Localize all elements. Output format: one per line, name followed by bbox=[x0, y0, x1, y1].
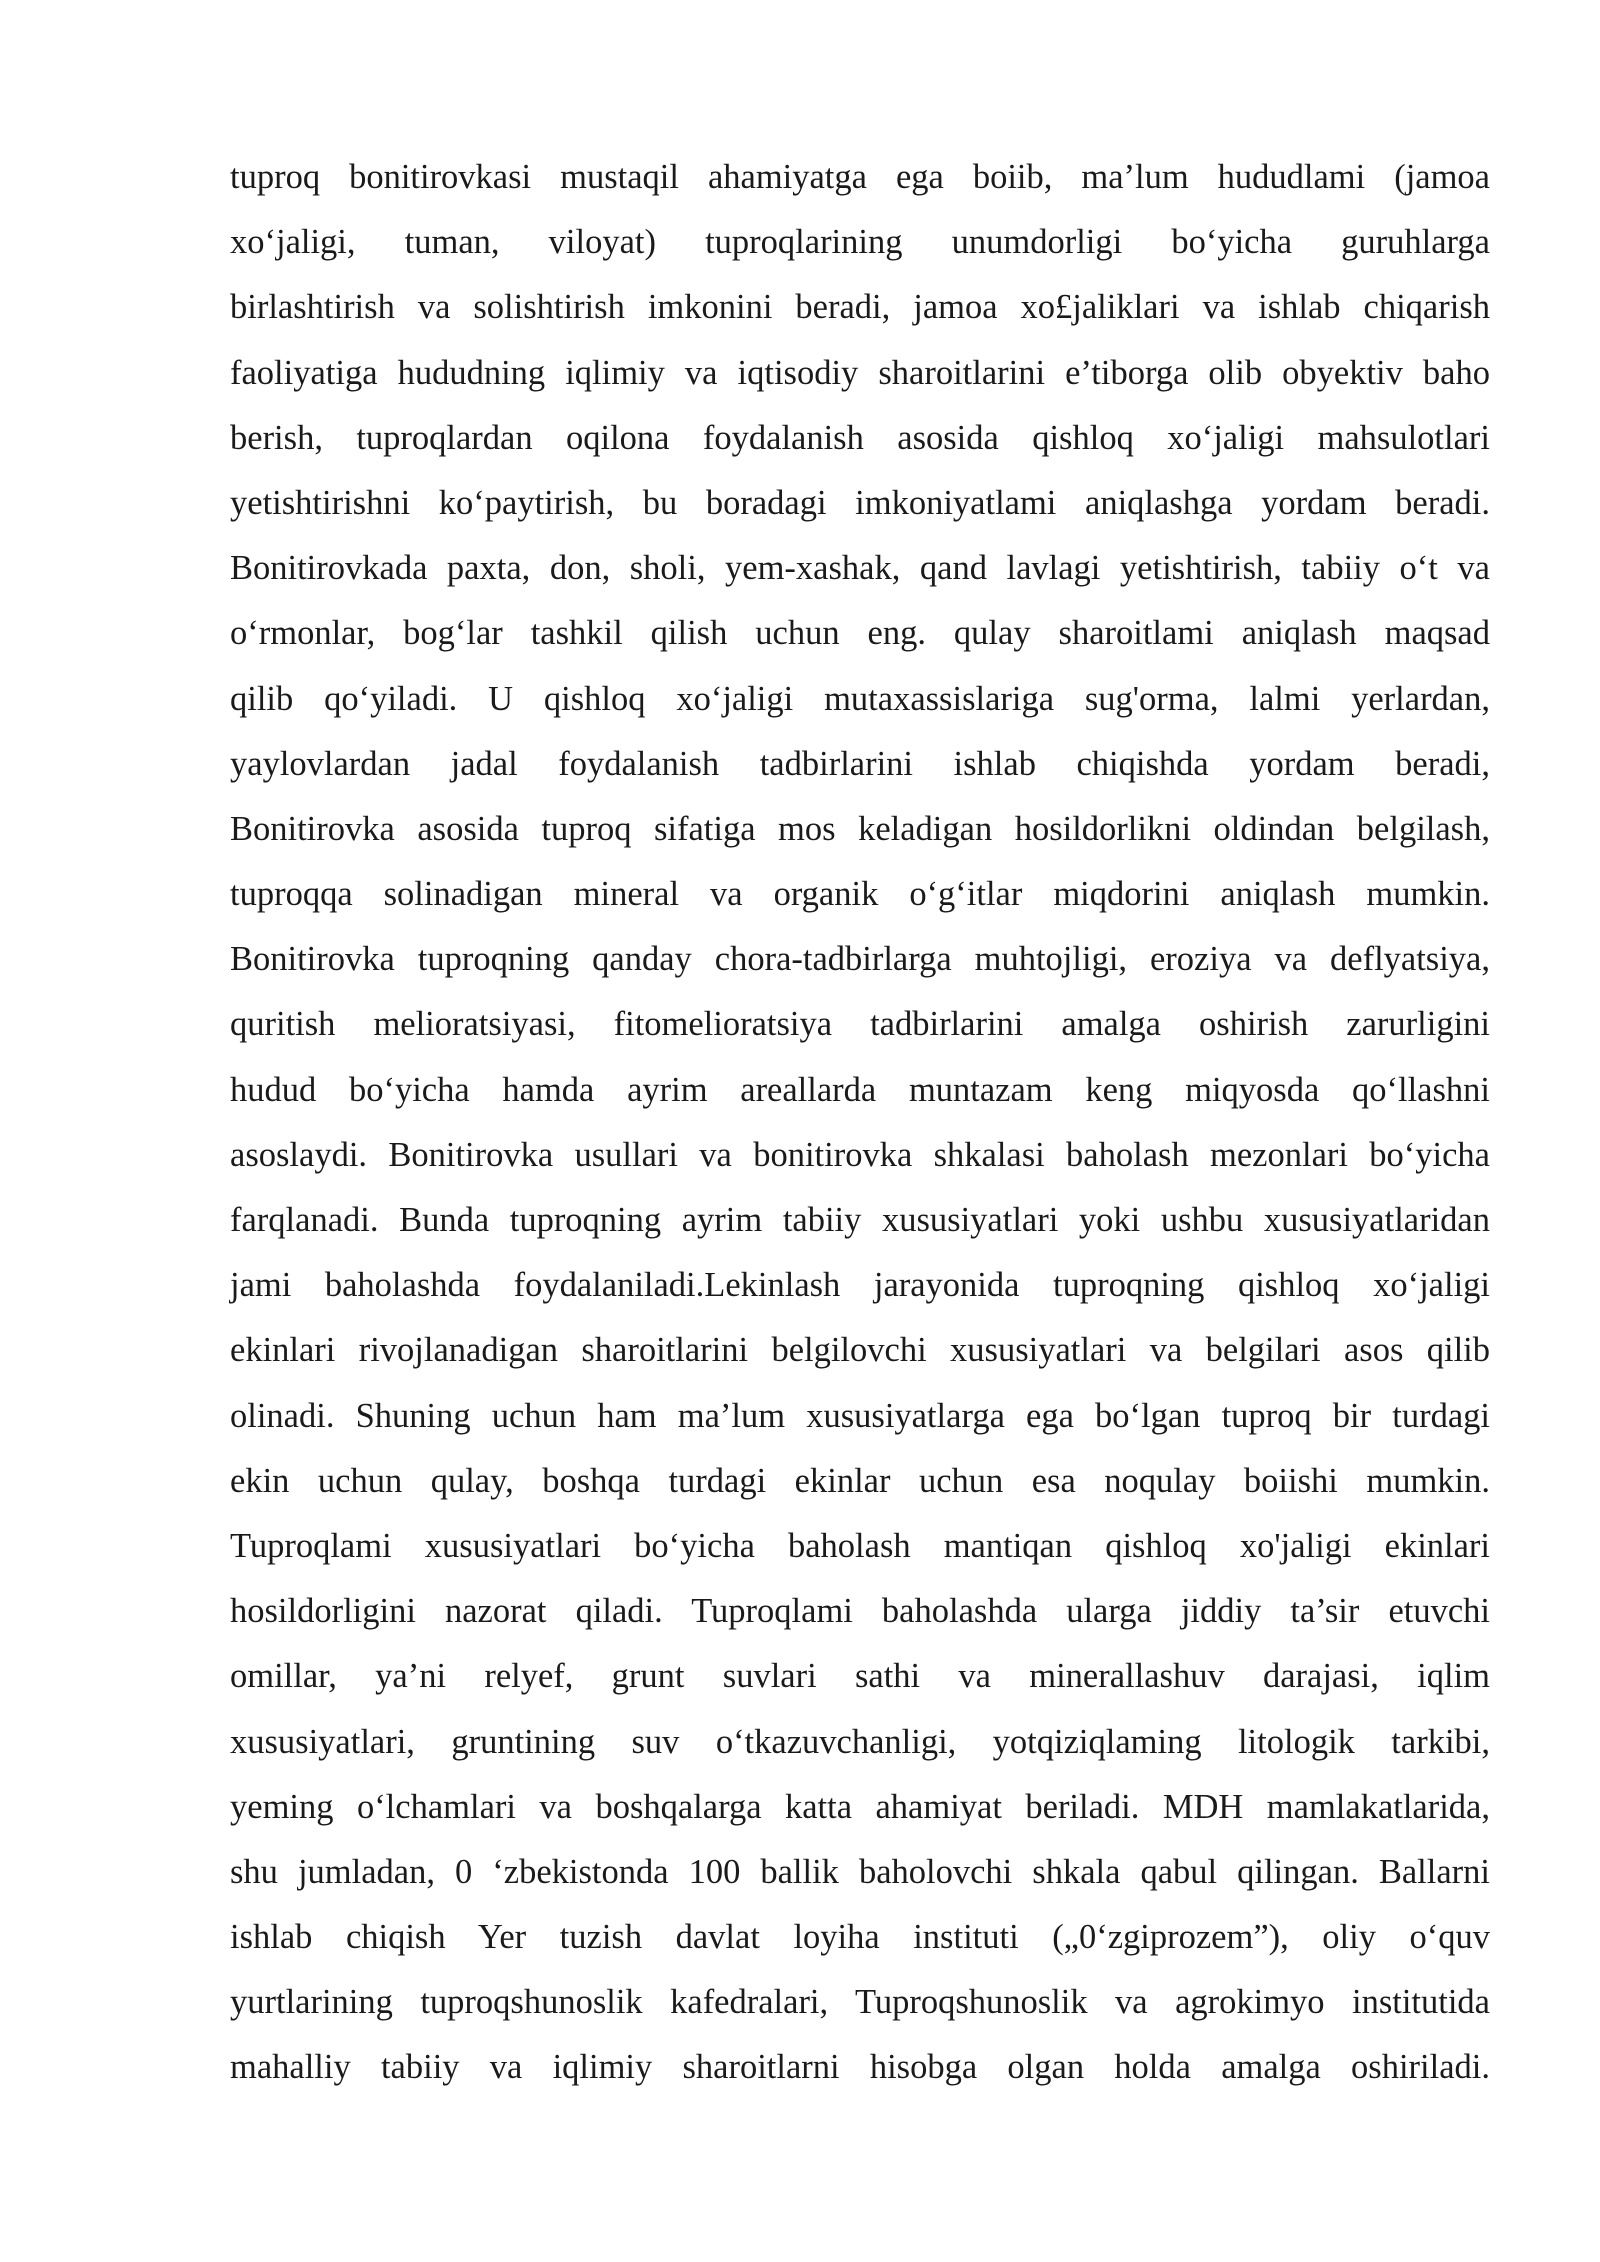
text-line: mahalliy tabiiy va iqlimiy sharoitlarni hisobga olgan holda amalga oshiriladi. bbox=[230, 2048, 1490, 2087]
text-line: yetishtirishni ko‘paytirish, bu boradagi imkoniyatlami aniqlashga yordam beradi. bbox=[230, 483, 1490, 522]
text-line: xususiyatlari, gruntining suv o‘tkazuvchanligi, yotqiziqlaming litologik tarkibi, bbox=[230, 1722, 1490, 1761]
text-line: tuproqqa solinadigan mineral va organik o‘g‘itlar miqdorini aniqlash mumkin. bbox=[230, 875, 1490, 914]
text-line: olinadi. Shuning uchun ham ma’lum xususiyatlarga ega bo‘lgan tuproq bir turdagi bbox=[230, 1396, 1490, 1435]
text-line: quritish melioratsiyasi, fitomelioratsiya tadbirlarini amalga oshirish zarurligini bbox=[230, 1005, 1490, 1044]
text-line: yaylovlardan jadal foydalanish tadbirlarini ishlab chiqishda yordam beradi, bbox=[230, 744, 1490, 783]
text-line: Tuproqlami xususiyatlari bo‘yicha baholash mantiqan qishloq xo'jaligi ekinlari bbox=[230, 1526, 1490, 1565]
text-line: o‘rmonlar, bog‘lar tashkil qilish uchun eng. qulay sharoitlami aniqlash maqsad bbox=[230, 614, 1490, 653]
text-line: berish, tuproqlardan oqilona foydalanish asosida qishloq xo‘jaligi mahsulotlari bbox=[230, 418, 1490, 457]
text-line: ishlab chiqish Yer tuzish davlat loyiha instituti („0‘zgiprozem”), oliy o‘quv bbox=[230, 1918, 1490, 1957]
text-line: tuproq bonitirovkasi mustaqil ahamiyatga ega boiib, ma’lum hududlami (jamoa bbox=[230, 158, 1490, 196]
text-line: yeming o‘lchamlari va boshqalarga katta ahamiyat beriladi. MDH mamlakatlarida, bbox=[230, 1787, 1490, 1826]
text-line: xo‘jaligi, tuman, viloyat) tuproqlarining unumdorligi bo‘yicha guruhlarga bbox=[230, 223, 1490, 262]
text-line: ekinlari rivojlanadigan sharoitlarini belgilovchi xususiyatlari va belgilari asos qilib bbox=[230, 1331, 1490, 1370]
text-line: shu jumladan, 0 ‘zbekistonda 100 ballik baholovchi shkala qabul qilingan. Ballarni bbox=[230, 1852, 1490, 1891]
text-line: hudud bo‘yicha hamda ayrim areallarda muntazam keng miqyosda qo‘llashni bbox=[230, 1070, 1490, 1109]
text-line: hosildorligini nazorat qiladi. Tuproqlami baholashda ularga jiddiy ta’sir etuvchi bbox=[230, 1592, 1490, 1631]
text-line: Bonitirovka asosida tuproq sifatiga mos keladigan hosildorlikni oldindan belgilash, bbox=[230, 809, 1490, 848]
text-line: farqlanadi. Bunda tuproqning ayrim tabiiy xususiyatlari yoki ushbu xususiyatlaridan bbox=[230, 1201, 1490, 1239]
body-paragraph bbox=[230, 145, 1490, 2101]
text-line: Bonitirovkada paxta, don, sholi, yem-xashak, qand lavlagi yetishtirish, tabiiy o‘t va bbox=[230, 549, 1490, 588]
text-line: qilib qo‘yiladi. U qishloq xo‘jaligi mutaxassislariga sug'orma, lalmi yerlardan, bbox=[230, 679, 1490, 718]
text-line: asoslaydi. Bonitirovka usullari va bonitirovka shkalasi baholash mezonlari bo‘yicha bbox=[230, 1135, 1490, 1174]
text-line: jami baholashda foydalaniladi.Lekinlash jarayonida tuproqning qishloq xo‘jaligi bbox=[230, 1266, 1490, 1305]
text-line: birlashtirish va solishtirish imkonini beradi, jamoa xo£jaliklari va ishlab chiqarish bbox=[230, 288, 1490, 327]
text-line: yurtlarining tuproqshunoslik kafedralari, Tuproqshunoslik va agrokimyo institutida bbox=[230, 1983, 1490, 2022]
text-line: ekin uchun qulay, boshqa turdagi ekinlar uchun esa noqulay boiishi mumkin. bbox=[230, 1461, 1490, 1500]
text-line: Bonitirovka tuproqning qanday chora-tadbirlarga muhtojligi, eroziya va deflyatsiya, bbox=[230, 940, 1490, 979]
text-line: omillar, ya’ni relyef, grunt suvlari sathi va minerallashuv darajasi, iqlim bbox=[230, 1657, 1490, 1696]
text-line: faoliyatiga hududning iqlimiy va iqtisodiy sharoitlarini e’tiborga olib obyektiv baho bbox=[230, 353, 1490, 392]
